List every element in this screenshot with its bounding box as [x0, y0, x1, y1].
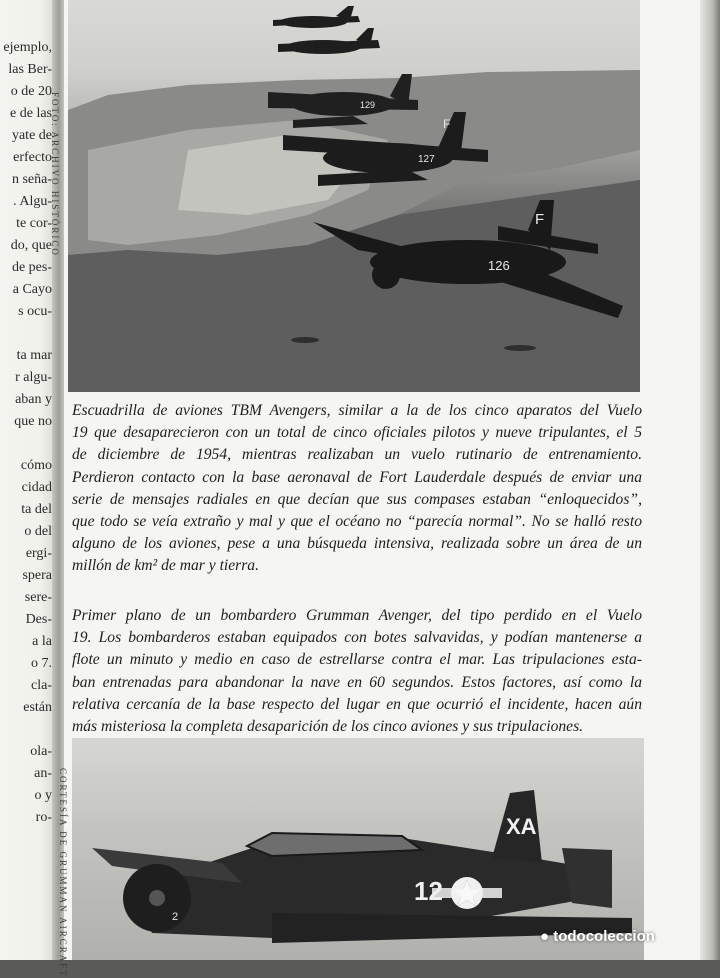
- left-page-text-fragment: o y: [34, 788, 52, 803]
- left-page-text-fragment: cidad: [21, 480, 52, 495]
- avenger-nose-number: 2: [172, 911, 179, 923]
- caption-line: millón de km² de mar y tierra.: [72, 557, 260, 575]
- avenger-photo-graphic: [72, 738, 644, 960]
- caption-line: relativa cercanía de la base respecto del lugar en que ocurrió el incidente, hacen aún: [72, 695, 642, 713]
- caption-line: ban entrenadas para abandonar la nave en 60 segundos. Estos factores, así como la: [72, 673, 642, 691]
- left-page-text-fragment: a la: [32, 634, 52, 649]
- avenger-tail-code: XA: [506, 814, 537, 839]
- left-page-text-fragment: erfecto: [13, 150, 52, 165]
- left-page-text-fragment: aban y: [15, 392, 52, 407]
- caption-squadron: [72, 400, 642, 578]
- caption-line: 19 que desaparecieron con un total de cinco oficiales pilotos y nueve tripulantes, el 5: [72, 424, 642, 442]
- plane-number-129: 129: [360, 100, 376, 110]
- left-page-text-fragment: do, que: [10, 238, 52, 253]
- watermark-brand: todocoleccion: [553, 928, 655, 945]
- photo-credit-top: FOTO: ARCHIVO HISTÓRICO: [50, 92, 60, 257]
- left-page-text-fragment: o de 20: [10, 84, 52, 99]
- avenger-photo: [72, 738, 644, 960]
- caption-avenger: [72, 605, 642, 738]
- left-page-text-fragment: o del: [24, 524, 52, 539]
- caption-line: flote un minuto y medio en caso de estrellarse contra el mar. Las tripulaciones esta-: [72, 651, 642, 669]
- caption-line: Primer plano de un bombardero Grumman Avenger, del tipo perdido en el Vuelo: [72, 607, 642, 624]
- page-edge: [700, 0, 720, 960]
- left-page-text-fragment: las Ber-: [8, 62, 52, 77]
- left-page-text-fragment: que no: [14, 414, 52, 429]
- squadron-photo: [68, 0, 640, 392]
- left-page-text-fragment: cómo: [20, 458, 52, 473]
- left-page-text-fragment: ta mar: [16, 348, 52, 363]
- left-page-text-fragment: . Algu-: [13, 194, 52, 209]
- left-page-text-fragment: están: [23, 700, 52, 715]
- left-page-text-fragment: a Cayo: [12, 282, 52, 297]
- tail-letter-f: F: [535, 211, 545, 228]
- left-page-text-fragment: n seña-: [11, 172, 52, 187]
- tail-letter-f: F: [443, 117, 451, 131]
- caption-line: alguno de los aviones, pese a una búsqueda intensiva, realizada sobre un área de un: [72, 535, 642, 553]
- left-page-text-fragment: cla-: [31, 678, 52, 693]
- left-page-text-fragment: ro-: [35, 810, 52, 825]
- caption-line: 19. Los bombarderos estaban equipados con botes salvavidas, y podían mantenerse a: [72, 629, 642, 647]
- left-page-text-fragment: te cor-: [16, 216, 52, 231]
- caption-line: de diciembre de 1954, mientras realizaban un vuelo rutinario de entrenamiento.: [72, 446, 642, 464]
- left-page-text-fragment: ola-: [30, 744, 52, 759]
- left-page-text-fragment: spera: [22, 568, 52, 583]
- caption-line: que todo se veía extraño y mal y que el océano no “parecía normal”. No se halló resto: [72, 513, 642, 531]
- caption-line: más misteriosa la completa desaparición de los cinco aviones y sus tripulaciones.: [72, 718, 584, 736]
- left-page-text-fragment: Des-: [25, 612, 52, 627]
- left-page-text-fragment: ta del: [21, 502, 52, 517]
- plane-number-127: 127: [418, 154, 435, 165]
- caption-line: Perdieron contacto con la base aeronaval de Fort Lauderdale después de enviar una: [72, 468, 642, 486]
- left-page-text-fragment: r algu-: [15, 370, 52, 385]
- left-page-text-fragment: ejemplo,: [3, 40, 52, 55]
- left-page-text-fragment: yate de: [11, 128, 52, 143]
- left-page-text-fragment: an-: [34, 766, 52, 781]
- left-page-text-fragment: ergi-: [25, 546, 52, 561]
- plane-number-126: 126: [488, 258, 510, 273]
- caption-line: Escuadrilla de aviones TBM Avengers, similar a la de los cinco aparatos del Vuelo: [72, 402, 642, 419]
- watermark-logo: [540, 928, 655, 945]
- squadron-photo-graphic: [68, 0, 640, 392]
- watermark-dot-icon: ●: [540, 928, 550, 945]
- left-page-text-fragment: e de las: [10, 106, 52, 121]
- avenger-plane-number: 12: [414, 876, 443, 906]
- left-page-text-fragment: o 7.: [31, 656, 52, 671]
- photo-credit-bottom: CORTESÍA DE GRUMMAN AIRCRAFT: [58, 768, 68, 978]
- left-page-text-fragment: de pes-: [11, 260, 52, 275]
- left-page-text-fragment: sere-: [24, 590, 52, 605]
- left-page-text-fragment: s ocu-: [18, 304, 52, 319]
- caption-line: serie de mensajes radiales en que decían que sus compases estaban “enloquecidos”,: [72, 490, 642, 508]
